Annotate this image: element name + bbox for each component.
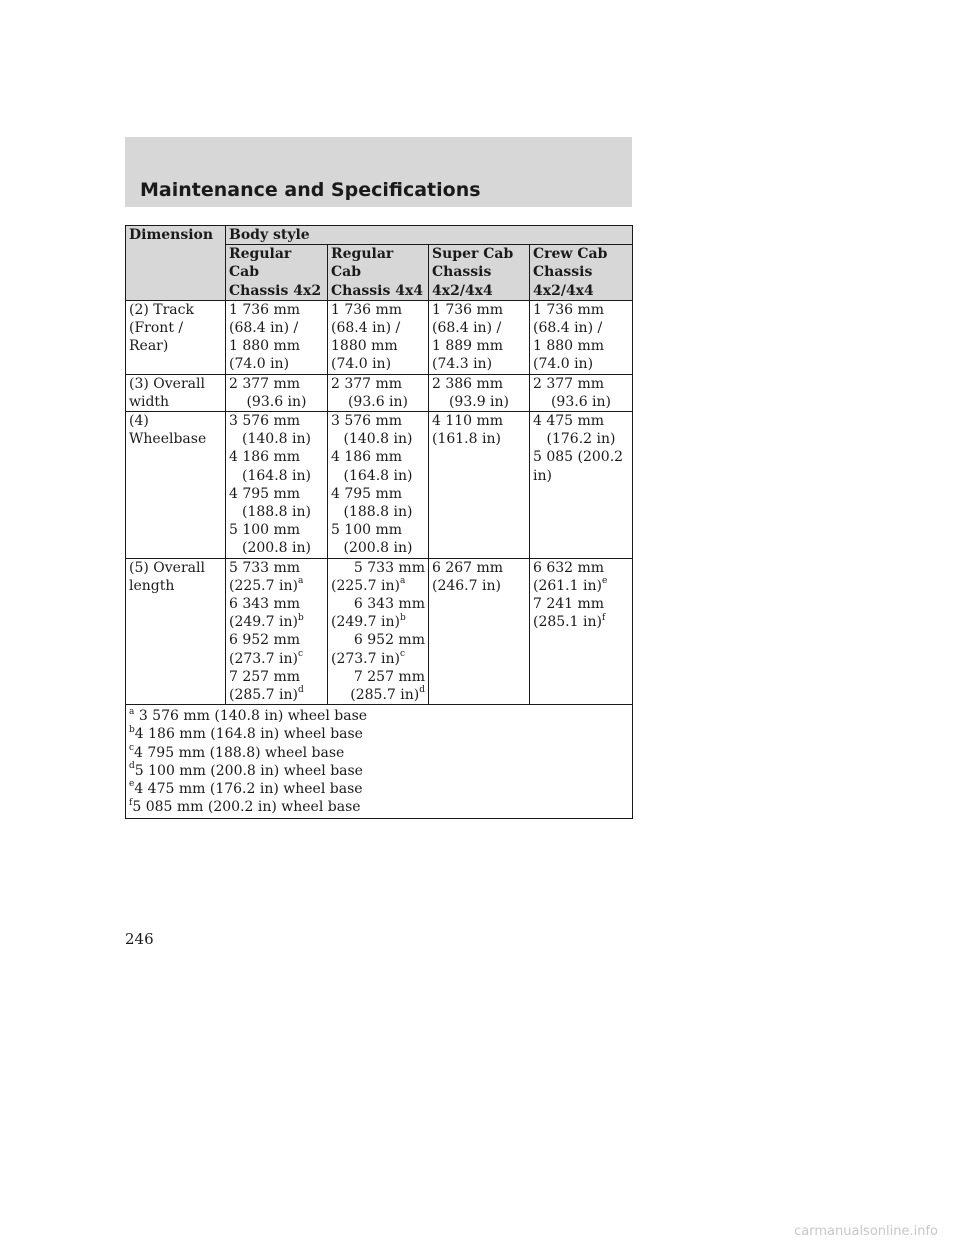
table-cell: 4 110 mm (161.8 in) <box>429 412 530 559</box>
footnote-mark: d <box>419 685 425 696</box>
footnote: $^c$4 795 mm (188.8) wheel base <box>129 743 345 761</box>
table-cell: 2 377 mm (93.6 in) <box>530 374 633 411</box>
body-style-column-header: Body style <box>226 226 633 245</box>
footnote-mark: b <box>297 612 304 623</box>
table-cell: 1 736 mm (68.4 in) / 1 889 mm (74.3 in) <box>429 300 530 374</box>
row-label: (3) Overall width <box>126 374 226 411</box>
footnote-mark: c <box>399 649 405 660</box>
table-cell: 6 267 mm (246.7 in) <box>429 558 530 705</box>
footnote: $^f$5 085 mm (200.2 in) wheel base <box>129 797 361 816</box>
footnote-mark: e <box>601 576 608 587</box>
table-cell: 2 377 mm (93.6 in) <box>226 374 328 411</box>
table-cell: 5 733 mm (225.7 in)$^a$ 6 343 mm (249.7 in)$^b$ 6 952 mm (273.7 in)$^c$ 7 257 mm (285.7 in)$^d$ <box>226 558 328 705</box>
watermark-text: carmanualsonline.info <box>794 1224 938 1239</box>
footnote: $^b$4 186 mm (164.8 in) wheel base <box>129 724 363 743</box>
table-cell: 1 736 mm (68.4 in) / 1 880 mm (74.0 in) <box>226 300 328 374</box>
footnotes-cell <box>126 705 633 818</box>
footnote-mark: b <box>399 612 406 623</box>
table-row-wheelbase <box>126 412 633 559</box>
table-row-track <box>126 300 633 374</box>
table-cell: 2 377 mm (93.6 in) <box>328 374 429 411</box>
body-style-regular-cab-4x4: Regular Cab Chassis 4x4 <box>328 245 429 301</box>
footnote-mark: f <box>601 612 606 623</box>
footnote-mark: d <box>297 685 304 696</box>
footnote: $^e$4 475 mm (176.2 in) wheel base <box>129 779 363 798</box>
footnote-mark: a <box>297 576 304 587</box>
table-cell: 3 576 mm (140.8 in) 4 186 mm (164.8 in) 4 795 mm (188.8 in) 5 100 mm (200.8 in) <box>328 412 429 559</box>
table-row-overall-length <box>126 558 633 705</box>
dimensions-table <box>125 225 633 819</box>
footnote: $^d$5 100 mm (200.8 in) wheel base <box>129 761 363 779</box>
table-cell: 3 576 mm (140.8 in) 4 186 mm (164.8 in) 4 795 mm (188.8 in) 5 100 mm (200.8 in) <box>226 412 328 559</box>
table-cell: 6 632 mm (261.1 in)$^e$ 7 241 mm (285.1 in)$^f$ <box>530 558 633 705</box>
body-style-super-cab: Super Cab Chassis 4x2/4x4 <box>429 245 530 301</box>
table-cell: 2 386 mm (93.9 in) <box>429 374 530 411</box>
table-cell: 1 736 mm (68.4 in) / 1880 mm (74.0 in) <box>328 300 429 374</box>
row-label: (2) Track (Front / Rear) <box>126 300 226 374</box>
section-header-band <box>125 137 632 207</box>
row-label: (4) Wheelbase <box>126 412 226 559</box>
footnote: $^a$ 3 576 mm (140.8 in) wheel base <box>129 706 368 725</box>
section-title: Maintenance and Specifications <box>140 179 481 201</box>
table-footnotes-row <box>126 705 633 818</box>
body-style-crew-cab: Crew Cab Chassis 4x2/4x4 <box>530 245 633 301</box>
table-row-overall-width <box>126 374 633 411</box>
row-label: (5) Overall length <box>126 558 226 705</box>
dimension-column-header: Dimension <box>126 226 226 301</box>
body-style-regular-cab-4x2: Regular Cab Chassis 4x2 <box>226 245 328 301</box>
footnote-mark: c <box>297 649 303 660</box>
table-header-row <box>126 226 633 245</box>
footnote-mark: a <box>399 576 406 587</box>
table-cell: 4 475 mm (176.2 in) 5 085 (200.2 in) <box>530 412 633 559</box>
table-cell: 5 733 mm (225.7 in)$^a$ 6 343 mm (249.7 in)$^b$ 6 952 mm (273.7 in)$^c$ 7 257 mm (285.7 in)$^d$ <box>328 558 429 705</box>
page-number: 246 <box>125 930 154 948</box>
table-cell: 1 736 mm (68.4 in) / 1 880 mm (74.0 in) <box>530 300 633 374</box>
